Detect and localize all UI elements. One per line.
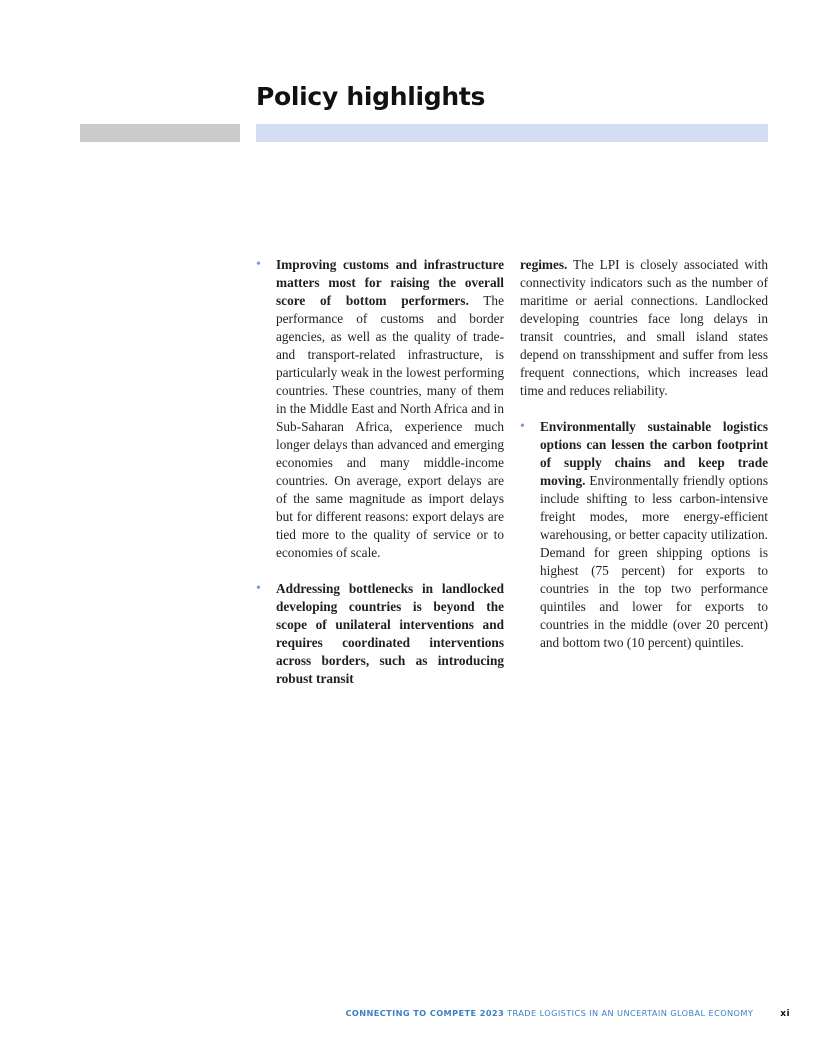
highlight-lead-continued: regimes. bbox=[520, 257, 568, 272]
page-footer bbox=[0, 1006, 790, 1021]
footer-report-title: CONNECTING TO COMPETE 2023 bbox=[345, 1008, 505, 1018]
left-column bbox=[256, 256, 504, 706]
bullet-icon: • bbox=[256, 581, 261, 596]
highlight-item-environment bbox=[520, 418, 768, 652]
highlight-body: Environmentally friendly options include shifting to less carbon-intensive freight modes, more energy-efficient warehousing, or better capacity utilization. Demand for green shipping options is highest (75 percent) for exports to countries in the top two performance quintiles and lower for exports to countries in the middle (over 20 percent) and bottom two (10 percent) quintiles. bbox=[540, 473, 768, 650]
footer-report-subtitle: TRADE LOGISTICS IN AN UNCERTAIN GLOBAL ECONOMY bbox=[507, 1008, 754, 1018]
page-number: xi bbox=[780, 1009, 790, 1019]
bullet-icon: • bbox=[520, 419, 525, 434]
highlight-item-landlocked-continued bbox=[520, 256, 768, 400]
highlight-item-customs bbox=[256, 256, 504, 562]
highlight-item-landlocked bbox=[256, 580, 504, 688]
bullet-icon: • bbox=[256, 257, 261, 272]
highlight-lead: Improving customs and infrastructure matters most for raising the overall score of bottom performers. bbox=[276, 257, 504, 308]
page-title: Policy highlights bbox=[256, 82, 486, 111]
right-column bbox=[520, 256, 768, 670]
highlight-lead: Environmentally sustainable logistics options can lessen the carbon footprint of supply chains and keep trade moving. bbox=[540, 419, 768, 488]
highlight-body: The performance of customs and border agencies, as well as the quality of trade- and transport-related infrastructure, is particularly weak in the lowest performing countries. These countries, many of them in the Middle East and North Africa and in Sub-Saharan Africa, experience much longer delays than advanced and emerging economies and many middle-income countries. On average, export delays are of the same magnitude as import delays but for different reasons: export delays are tied more to the quality of service or to economies of scale. bbox=[276, 293, 504, 560]
header-blue-bar bbox=[256, 124, 768, 142]
highlight-body: The LPI is closely associated with connectivity indicators such as the number of maritime or aerial connections. Landlocked developing countries face long delays in transit countries, and small island states depend on transshipment and suffer from less frequent connections, which increases lead time and reduces reliability. bbox=[520, 257, 768, 398]
highlight-lead: Addressing bottlenecks in landlocked developing countries is beyond the scope of unilateral interventions and requires coordinated interventions across borders, such as introducing robust transit bbox=[276, 581, 504, 686]
header-gray-bar bbox=[80, 124, 240, 142]
